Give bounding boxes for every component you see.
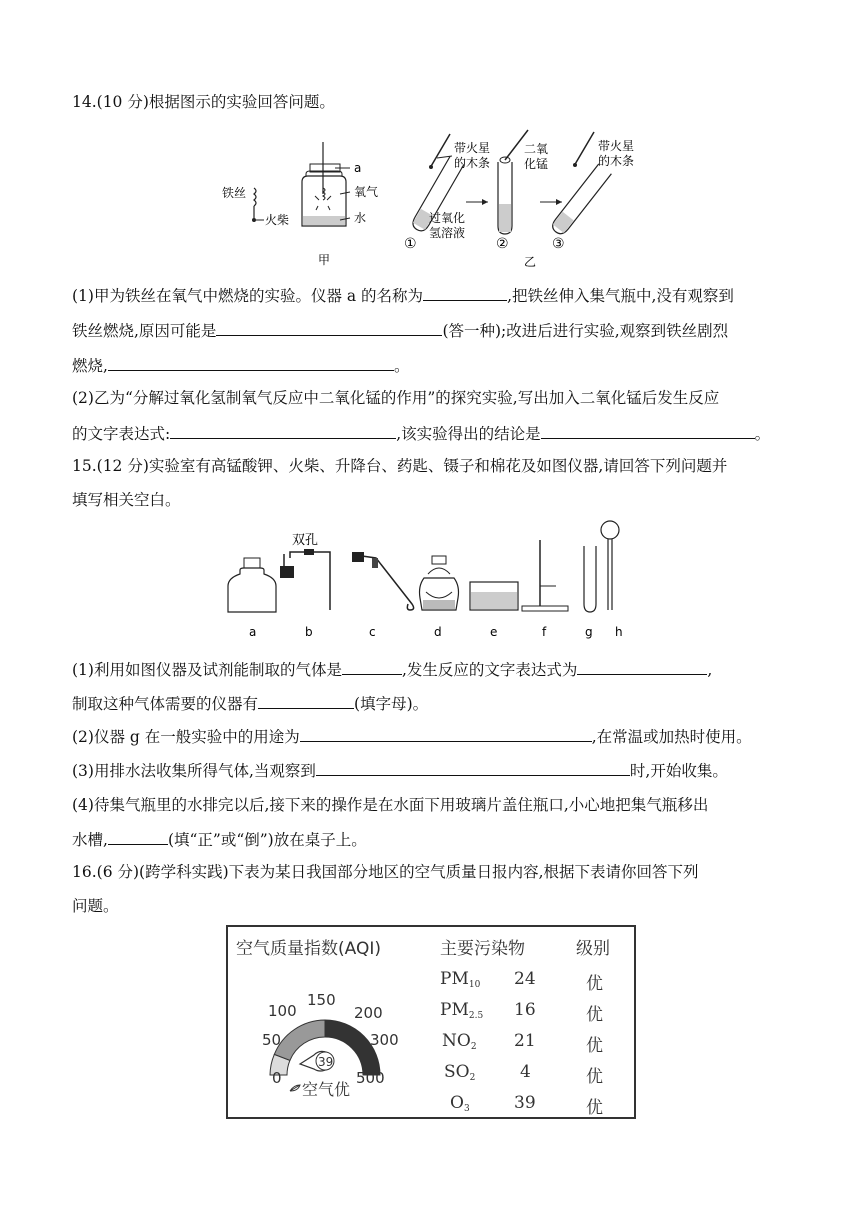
pollutant-no2: $NO_2$ [442, 1031, 477, 1052]
q15-p4-line1: (4)待集气瓶里的水排完以后,接下来的操作是在水面下用玻璃片盖住瓶口,小心地把集气瓶移出 [72, 796, 709, 814]
gauge-tick-50: 50 [262, 1031, 282, 1049]
answer-blank[interactable] [342, 659, 402, 675]
gauge-tick-0: 0 [272, 1069, 282, 1087]
value-no2: 21 [514, 1031, 536, 1051]
answer-blank[interactable] [216, 320, 442, 336]
yi3-label-a: 带火星 [598, 139, 635, 153]
value-pm10: 24 [514, 969, 536, 989]
answer-blank[interactable] [316, 760, 630, 776]
jia-caption: 甲 [318, 253, 331, 267]
yi1-label-a: 带火星 [454, 141, 491, 155]
answer-blank[interactable] [423, 285, 507, 301]
answer-blank[interactable] [108, 355, 394, 371]
value-o3: 39 [514, 1093, 536, 1113]
level-pm10: 优 [586, 974, 603, 994]
yi-num-2: ② [496, 236, 509, 252]
yi3-label-b: 的木条 [598, 154, 635, 168]
level-pm25: 优 [586, 1005, 603, 1025]
answer-blank[interactable] [541, 423, 755, 439]
label-huochai: 火柴 [265, 213, 290, 227]
header-level: 级别 [576, 939, 610, 959]
q15-figure [222, 518, 642, 642]
gauge-tick-150: 150 [307, 991, 336, 1009]
letter-a: a [249, 625, 257, 639]
q16-title-line2: 问题。 [72, 897, 119, 915]
label-a: a [354, 161, 362, 175]
q14-figure [222, 126, 662, 270]
header-aqi: 空气质量指数(AQI) [236, 939, 381, 959]
label-shuangkong: 双孔 [292, 533, 319, 548]
aqi-table [226, 925, 636, 1119]
yi1-label-b: 的木条 [454, 156, 491, 170]
letter-g: g [585, 625, 593, 639]
gauge-tick-500: 500 [356, 1069, 385, 1087]
label-yangqi: 氧气 [354, 185, 379, 199]
q14-p2-line2: 的文字表达式: ,该实验得出的结论是 。 [72, 425, 771, 443]
q14-title: 14.(10 分)根据图示的实验回答问题。 [72, 93, 335, 111]
letter-d: d [434, 625, 442, 639]
answer-blank[interactable] [258, 693, 354, 709]
gauge-tick-300: 300 [370, 1031, 399, 1049]
pollutant-pm25: $PM_{2.5}$ [440, 1000, 484, 1021]
yi2-label-a: 二氧 [524, 142, 549, 156]
yi-num-3: ③ [552, 236, 565, 252]
q15-p3: (3)用排水法收集所得气体,当观察到 时,开始收集。 [72, 762, 728, 780]
letter-h: h [615, 625, 623, 639]
q15-p1-line1: (1)利用如图仪器及试剂能制取的气体是 ,发生反应的文字表达式为 , [72, 661, 713, 679]
value-so2: 4 [520, 1062, 531, 1082]
gauge-caption: 空气优 [302, 1080, 351, 1099]
yi-caption: 乙 [524, 255, 537, 269]
pollutant-so2: $SO_2$ [444, 1062, 476, 1083]
answer-blank[interactable] [577, 659, 707, 675]
q16-title-line1: 16.(6 分)(跨学科实践)下表为某日我国部分地区的空气质量日报内容,根据下表请你回答下列 [72, 863, 699, 881]
letter-e: e [490, 625, 498, 639]
q14-p1-line3: 燃烧, 。 [72, 357, 410, 375]
letter-f: f [542, 625, 547, 639]
letter-c: c [369, 625, 376, 639]
q15-p4-line2: 水槽, (填“正”或“倒”)放在桌子上。 [72, 831, 367, 849]
label-shui: 水 [354, 211, 367, 225]
level-no2: 优 [586, 1036, 603, 1056]
pollutant-o3: $O_3$ [450, 1093, 470, 1114]
answer-blank[interactable] [300, 726, 592, 742]
header-pollutant: 主要污染物 [440, 939, 525, 959]
label-tiesi: 铁丝 [222, 186, 247, 200]
pollutant-pm10: $PM_{10}$ [440, 969, 481, 990]
answer-blank[interactable] [108, 829, 168, 845]
gauge-value: 39 [318, 1055, 334, 1069]
q15-p2: (2)仪器 g 在一般实验中的用途为 ,在常温或加热时使用。 [72, 728, 752, 746]
value-pm25: 16 [514, 1000, 536, 1020]
q14-p1-line2: 铁丝燃烧,原因可能是 (答一种);改进后进行实验,观察到铁丝剧烈 [72, 322, 729, 340]
q15-title-line1: 15.(12 分)实验室有高锰酸钾、火柴、升降台、药匙、镊子和棉花及如图仪器,请回答下列问题并 [72, 457, 728, 475]
yi2-label-b: 化锰 [524, 157, 549, 171]
q14-p1-line1: (1)甲为铁丝在氧气中燃烧的实验。仪器 a 的名称为 ,把铁丝伸入集气瓶中,没有观察到 [72, 287, 734, 305]
level-o3: 优 [586, 1098, 603, 1118]
q15-title-line2: 填写相关空白。 [72, 491, 181, 509]
leaf-icon [290, 1085, 300, 1091]
gauge-tick-100: 100 [268, 1002, 297, 1020]
q15-p1-line2: 制取这种气体需要的仪器有 (填字母)。 [72, 695, 429, 713]
yi1-label-c: 过氧化 [429, 211, 466, 225]
level-so2: 优 [586, 1067, 603, 1087]
yi-num-1: ① [404, 236, 417, 252]
q14-p2-line1: (2)乙为“分解过氧化氢制氧气反应中二氧化锰的作用”的探究实验,写出加入二氧化锰后发生反应 [72, 389, 720, 407]
gauge-tick-200: 200 [354, 1004, 383, 1022]
yi1-label-d: 氢溶液 [429, 226, 466, 240]
letter-b: b [305, 625, 313, 639]
aqi-gauge [228, 983, 418, 1113]
answer-blank[interactable] [170, 423, 396, 439]
